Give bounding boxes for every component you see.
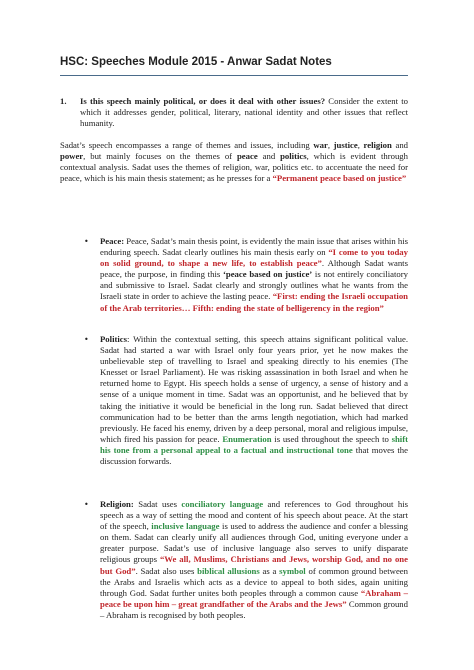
bullet-text: Sadat uses — [133, 499, 182, 509]
technique-green: conciliatory language — [181, 499, 264, 509]
bullet-politics-text — [100, 334, 408, 467]
quote-red: “We all, Muslims, Christians and Jews, worship God, and no one but God” — [100, 554, 408, 576]
bold-phrase: ‘peace based on justice’ — [222, 269, 313, 280]
intro-keyword: justice — [333, 140, 358, 150]
bullet-text: as a — [259, 565, 280, 576]
bullet-text: is used throughout the speech to — [271, 433, 392, 444]
technique-green: biblical allusions — [197, 565, 260, 576]
bullet-text: . Although Sadat wants peace, the purpose, in finding this — [100, 258, 408, 280]
intro-keyword: politics — [280, 151, 307, 162]
question-rest: Consider the extent to which it addresses gender, political, literary, national identity and other issues that reflect humanity. — [80, 96, 408, 129]
bullet-text: Common ground – Abraham is recognised by both peoples. — [100, 598, 408, 620]
bullet-politics — [84, 334, 408, 467]
intro-text: , which is evident through contextual analysis. Sadat uses the themes of religion, war, politics etc. to accentuate the need for peace, which is his main thesis statement; as he presses for a — [60, 151, 408, 184]
intro-keyword: war — [313, 140, 328, 150]
intro-paragraph — [60, 140, 408, 184]
technique-green: Enumeration — [222, 433, 272, 444]
technique-green: shift his tone from a personal appeal to a factual and instructional tone — [100, 433, 408, 455]
quote-red: “Abraham – peace be upon him – great grandfather of the Arabs and the Jews” — [100, 587, 408, 609]
bullet-text: : Within the contextual setting, this speech attains significant political value. Sadat had started a war with Israel only four years prior, yet he now makes the unbelievable step of travelling to Israel and speaking directly to his enemies (The Knesset or Israel Parliament). He was risking assassination in both Israel and when he returned home to Egypt. His speech holds a sense of urgency, a sense of history and a sense of a unique moment in time. Sadat was an opportunist, and he believed that by taking the initiative it would be beneficial in the long run. Sadat believed that direct communication had to be better than the arms length negotiation, which had marked previously. He faced his enemy, driven by a deep personal, moral and religious impulse, which fired his passion for peace. — [100, 334, 408, 444]
bullet-icon: • — [84, 237, 89, 246]
question-number: 1. — [60, 96, 67, 106]
intro-text: , but mainly focuses on the themes of — [83, 151, 237, 162]
bullet-text: is not entirely conciliatory and submissive to Israel. Sadat clearly and strongly outlines what he wants from the Israeli state in order to achieve the lasting peace. — [100, 269, 409, 302]
quote-red: “I come to you today on solid ground, to shape a new life, to establish peace” — [100, 247, 408, 269]
quote-red: “First: ending the Israeli occupation of the Arab territories… Fifth: ending the state of belligerency in the region” — [100, 291, 408, 313]
bullet-icon: • — [84, 335, 89, 344]
bullet-label: Politics — [100, 334, 128, 344]
bullet-icon: • — [84, 500, 89, 509]
question-bold: Is this speech mainly political, or does it deal with other issues? — [80, 96, 326, 106]
bullet-label: Religion: — [100, 499, 134, 509]
title-divider — [60, 75, 408, 76]
intro-text: Sadat’s speech encompasses a range of themes and issues, including — [60, 140, 314, 150]
intro-keyword: peace — [236, 151, 258, 162]
question-text — [80, 96, 408, 129]
bullet-text: Peace, Sadat’s main thesis point, is evidently the main issue that arises within his enduring speech. Sadat clearly outlines his main thesis early on — [100, 236, 408, 258]
bullet-peace — [84, 236, 408, 314]
bullet-text: that moves the discussion forwards. — [100, 444, 408, 467]
intro-text: and — [391, 140, 409, 150]
intro-keyword: religion — [363, 140, 392, 150]
bullet-text: . Sadat also uses — [135, 565, 198, 576]
intro-text: and — [257, 151, 281, 162]
question-item — [60, 96, 408, 129]
technique-green: inclusive language — [151, 521, 220, 532]
intro-keyword: power — [60, 151, 84, 162]
bullet-religion-text — [100, 499, 408, 621]
intro-text: , — [357, 140, 364, 150]
technique-green: symbol — [279, 565, 306, 576]
bullet-text: of common ground between the Arabs and Israelis which acts as a device to appeal to both sides, again uniting through God. Sadat further unites both peoples through a common cause — [100, 565, 408, 598]
bullet-text: is used to address the audience and confer a blessing on them. Sadat can clearly unify all audiences through God, uniting everyone under a greater purpose. Sadat’s use of inclusive language also serves to unify disparate religious groups — [100, 521, 408, 565]
bullet-text: and references to God throughout his speech as a way of setting the mood and content of his speech about peace. At the start of the speech, — [100, 499, 409, 532]
bullet-religion — [84, 499, 408, 621]
page-title: HSC: Speeches Module 2015 - Anwar Sadat Notes — [60, 56, 332, 68]
bullet-label: Peace: — [100, 236, 125, 246]
intro-text: , — [327, 140, 334, 150]
bullet-peace-text — [100, 236, 408, 314]
intro-quote: “Permanent peace based on justice” — [272, 173, 407, 184]
